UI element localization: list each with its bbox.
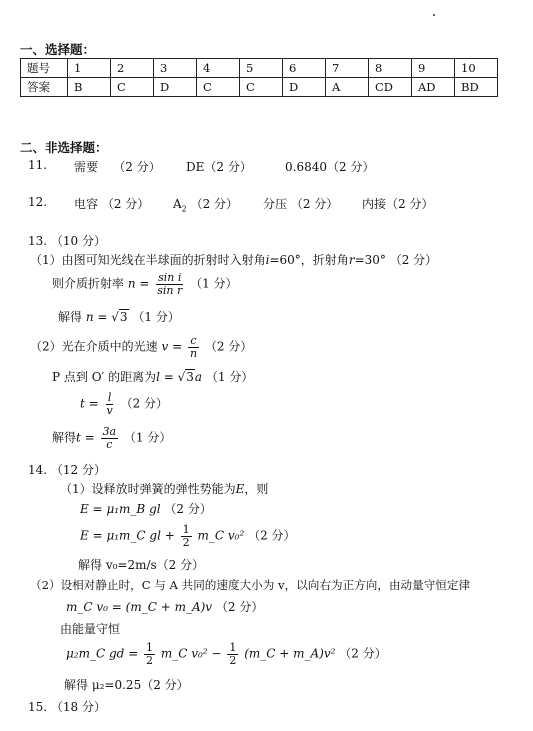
q11-a-points: （2 分）: [113, 160, 161, 174]
q11-a-text: 需要: [74, 160, 99, 174]
q13-p2-text: （2）光在介质中的光速: [30, 339, 158, 354]
fraction-sini-sinr: [155, 272, 184, 296]
sym-l: l: [156, 370, 160, 384]
frac-den: 2: [182, 535, 190, 549]
q14-part1-line1: [60, 480, 268, 497]
section2-title: 二、非选择题：: [20, 140, 108, 155]
table-cell: 5: [240, 59, 283, 78]
sym-t: t: [80, 396, 85, 411]
q14-eq3: [66, 598, 263, 615]
q14-part2-result: 解得 μ₂=0.25（2 分）: [64, 678, 189, 692]
q14-eq2-left: E = μ₁m_C gl +: [80, 528, 175, 543]
table-cell: AD: [412, 78, 455, 97]
q14-eq4-points: （2 分）: [339, 646, 387, 661]
table-cell: BD: [455, 78, 498, 97]
frac-num: 1: [229, 641, 237, 654]
q15-heading: 15. （18 分）: [28, 700, 106, 714]
table-row-answers: [21, 78, 498, 97]
q13-part1-line2: 则介质折射率 n = $\frac{\text{sin i}}{\text{sin r}}$ （1 分）: [52, 271, 238, 297]
table-cell: CD: [369, 78, 412, 97]
q14-eq2-right: m_C v₀²: [197, 528, 245, 543]
q13-p2-points: （2 分）: [204, 339, 253, 354]
q13-p1-line3-pre: 解得: [58, 310, 83, 324]
q11-answer-c: 0.6840（2 分）: [285, 160, 375, 174]
q14-eq4: [66, 642, 387, 666]
fraction-1-2: [144, 642, 155, 666]
q14-p1-text: （1）设释放时弹簧的弹性势能为: [60, 482, 236, 496]
table-cell: B: [68, 78, 111, 97]
frac-den: 2: [229, 653, 237, 667]
q14-part1-result: 解得 v₀=2m/s（2 分）: [78, 558, 205, 572]
q11-number: 11.: [28, 158, 48, 172]
fraction-c-n: [188, 335, 199, 359]
answer-table: [20, 58, 498, 97]
fraction-1-2: [181, 524, 192, 548]
q13-part2-line3: t = $\frac{l}{v}$ （2 分）: [80, 391, 169, 417]
table-cell: 9: [412, 59, 455, 78]
q14-part2-line2: 由能量守恒: [60, 622, 121, 636]
q13-part2-line4: 解得t = $\frac{3a}{c}$ （1 分）: [52, 425, 172, 451]
table-cell: C: [197, 78, 240, 97]
table-cell: 1: [68, 59, 111, 78]
q13-p1-line3-points: （1 分）: [132, 310, 180, 324]
frac-den: n: [189, 346, 198, 360]
q11-answer-b: DE（2 分）: [186, 160, 252, 174]
table-cell: 8: [369, 59, 412, 78]
frac-num: 1: [182, 523, 190, 536]
table-cell: 2: [111, 59, 154, 78]
sym-n: n: [127, 276, 136, 291]
q13-part1-line1: [30, 251, 437, 268]
table-cell: D: [154, 78, 197, 97]
frac-num: c: [190, 334, 197, 347]
section1-title: 一、选择题：: [20, 42, 96, 57]
q12-answer-d: 内接（2 分）: [362, 197, 434, 211]
table-cell: C: [111, 78, 154, 97]
q14-eq1-text: E = μ₁m_B gl: [80, 502, 161, 516]
frac-num: sin i: [158, 271, 182, 284]
frac-den: sin r: [157, 283, 183, 297]
q13-part1-line3: 解得 n = √3 （1 分）: [58, 310, 180, 324]
q13-i-value: =60°，折射角: [269, 253, 349, 267]
fraction-3a-c: [101, 426, 119, 450]
q13-p1-text: （1）由图可知光线在半球面的折射时入射角: [30, 253, 266, 267]
table-cell: 4: [197, 59, 240, 78]
table-cell: D: [283, 78, 326, 97]
sym-a: a: [194, 370, 203, 384]
q14-eq2: [80, 524, 296, 548]
q14-p1-tail: ，则: [244, 482, 269, 496]
sqrt-3: 3: [119, 310, 128, 324]
table-cell: 10: [455, 59, 498, 78]
q13-p2-line2-pre: P 点到 O′ 的距离为: [52, 370, 157, 384]
q12-number: 12.: [28, 195, 48, 209]
table-header-number: 题号: [21, 59, 68, 78]
sym-i: i: [265, 253, 270, 267]
frac-num: l: [107, 391, 112, 404]
sqrt-3: 3: [186, 370, 194, 384]
q14-eq1: [80, 500, 212, 517]
q12-b-symbol: A: [173, 197, 182, 211]
q14-eq1-points: （2 分）: [164, 502, 212, 516]
q13-p2-line4-points: （1 分）: [123, 430, 172, 445]
scan-speck: [433, 14, 435, 16]
table-row-numbers: [21, 59, 498, 78]
table-cell: 7: [326, 59, 369, 78]
sym-n: n: [85, 310, 94, 324]
frac-den: v: [106, 403, 113, 417]
table-cell: A: [326, 78, 369, 97]
q11-answer-a: [74, 158, 161, 175]
q14-eq3-points: （2 分）: [215, 600, 264, 614]
q14-part2-line1: （2）设相对静止时，C 与 A 共同的速度大小为 v，以向右为正方向，由动量守恒定律: [30, 578, 471, 592]
q13-p2-line4-pre: 解得: [52, 430, 77, 445]
fraction-1-2: [227, 642, 238, 666]
frac-num: 1: [146, 641, 154, 654]
q13-part2-line2: P 点到 O′ 的距离为l = √3a （1 分）: [52, 370, 254, 384]
q13-p1-line2-pre: 则介质折射率: [52, 276, 125, 291]
fraction-l-v: [105, 392, 115, 416]
q13-heading: 13. （10 分）: [28, 234, 106, 248]
table-cell: 3: [154, 59, 197, 78]
frac-num: 3a: [102, 425, 117, 438]
q13-p2-line2-points: （1 分）: [205, 370, 254, 384]
sym-r: r: [348, 253, 355, 267]
sym-t: t: [76, 430, 81, 445]
table-header-answer: 答案: [21, 78, 68, 97]
sym-E: E: [235, 482, 245, 496]
q14-eq3-text: m_C v₀ = (m_C + m_A)v: [66, 600, 213, 614]
table-cell: C: [240, 78, 283, 97]
frac-den: c: [106, 437, 113, 451]
q12-answer-b: [173, 195, 238, 213]
frac-den: 2: [146, 653, 154, 667]
sym-v: v: [161, 339, 169, 354]
q13-p2-line3-points: （2 分）: [120, 396, 169, 411]
q14-eq4-left: μ₂m_C gd =: [66, 646, 139, 661]
q14-eq4-mid1: m_C v₀² −: [160, 646, 222, 661]
table-cell: 6: [283, 59, 326, 78]
q13-part2-line1: （2）光在介质中的光速 v = $\frac{c}{n}$ （2 分）: [30, 334, 253, 360]
q13-r-value: =30° （2 分）: [354, 253, 438, 267]
q12-b-points: （2 分）: [190, 197, 239, 211]
q12-answer-a: 电容 （2 分）: [74, 197, 150, 211]
q14-heading: 14. （12 分）: [28, 463, 106, 477]
q12-b-subscript: 2: [181, 204, 187, 214]
q13-p1-line2-points: （1 分）: [190, 276, 238, 291]
q12-answer-c: 分压 （2 分）: [263, 197, 339, 211]
q14-eq2-points: （2 分）: [248, 528, 296, 543]
q14-eq4-mid2: (m_C + m_A)v²: [244, 646, 336, 661]
